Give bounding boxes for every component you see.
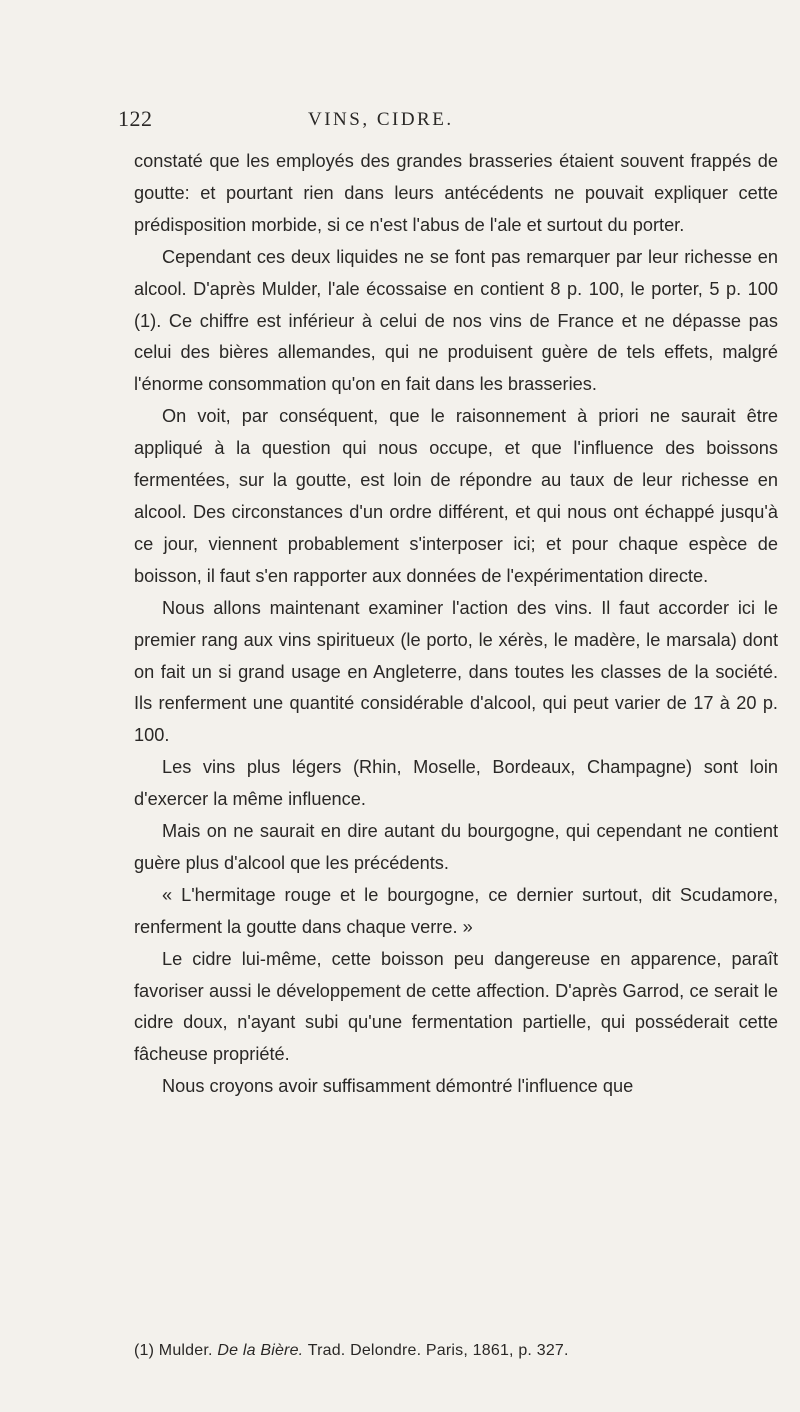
page-number: 122: [118, 106, 153, 131]
paragraph: Les vins plus légers (Rhin, Moselle, Bordeaux, Champagne) sont loin d'exercer la même influence.: [134, 757, 778, 810]
paragraph: Le cidre lui-même, cette boisson peu dangereuse en apparence, paraît favoriser aussi le développement de cette affection. D'après Garrod, ce serait le cidre doux, n'ayant subi qu'une fermentation partielle, qui posséderait cette fâcheuse propriété.: [134, 948, 778, 1065]
paragraph: Nous allons maintenant examiner l'action des vins. Il faut accorder ici le premier rang aux vins spiritueux (le porto, le xérès, le madère, le marsala) dont on fait un si grand usage en Angleterre, dans toutes les classes de la société. Ils renferment une quantité considérable d'alcool, qui peut varier de 17 à 20 p. 100.: [134, 597, 778, 746]
paragraph: Cependant ces deux liquides ne se font pas remarquer par leur richesse en alcool. D'après Mulder, l'ale écossaise en contient 8 p. 100, le porter, 5 p. 100 (1). Ce chiffre est inférieur à celui de nos vins de France et ne dépasse pas celui des bières allemandes, qui ne produisent guère de tels effets, malgré l'énorme consommation qu'on en fait dans les brasseries.: [134, 246, 778, 395]
page-header: [118, 106, 778, 140]
footnote-citation: Trad. Delondre. Paris, 1861, p. 327.: [307, 1342, 569, 1359]
paragraph: Nous croyons avoir suffisamment démontré l'influence que: [162, 1076, 634, 1097]
body-text: [134, 146, 778, 1103]
paragraph: On voit, par conséquent, que le raisonnement à priori ne saurait être appliqué à la question qui nous occupe, et que l'influence des boissons fermentées, sur la goutte, est loin de répondre au taux de leur richesse en alcool. Des circonstances d'un ordre différent, et qui nous ont échappé jusqu'à ce jour, viennent probablement s'interposer ici; et pour chaque espèce de boisson, il faut s'en rapporter aux données de l'expérimentation directe.: [134, 406, 778, 586]
footnote-marker: (1) Mulder.: [134, 1342, 213, 1359]
paragraph: Mais on ne saurait en dire autant du bourgogne, qui cependant ne contient guère plus d'alcool que les précédents.: [134, 821, 778, 873]
running-head: VINS, CIDRE.: [308, 109, 454, 130]
paragraph: constaté que les employés des grandes brasseries étaient souvent frappés de goutte: et pourtant rien dans leurs antécédents ne pouvait expliquer cette prédisposition morbide, si ce n'est l'abus de l'ale et surtout du porter.: [134, 151, 778, 235]
paragraph: « L'hermitage rouge et le bourgogne, ce dernier surtout, dit Scudamore, renferment la goutte dans chaque verre. »: [134, 884, 778, 937]
footnote: [134, 1340, 784, 1362]
footnote-title: De la Bière.: [217, 1342, 304, 1359]
